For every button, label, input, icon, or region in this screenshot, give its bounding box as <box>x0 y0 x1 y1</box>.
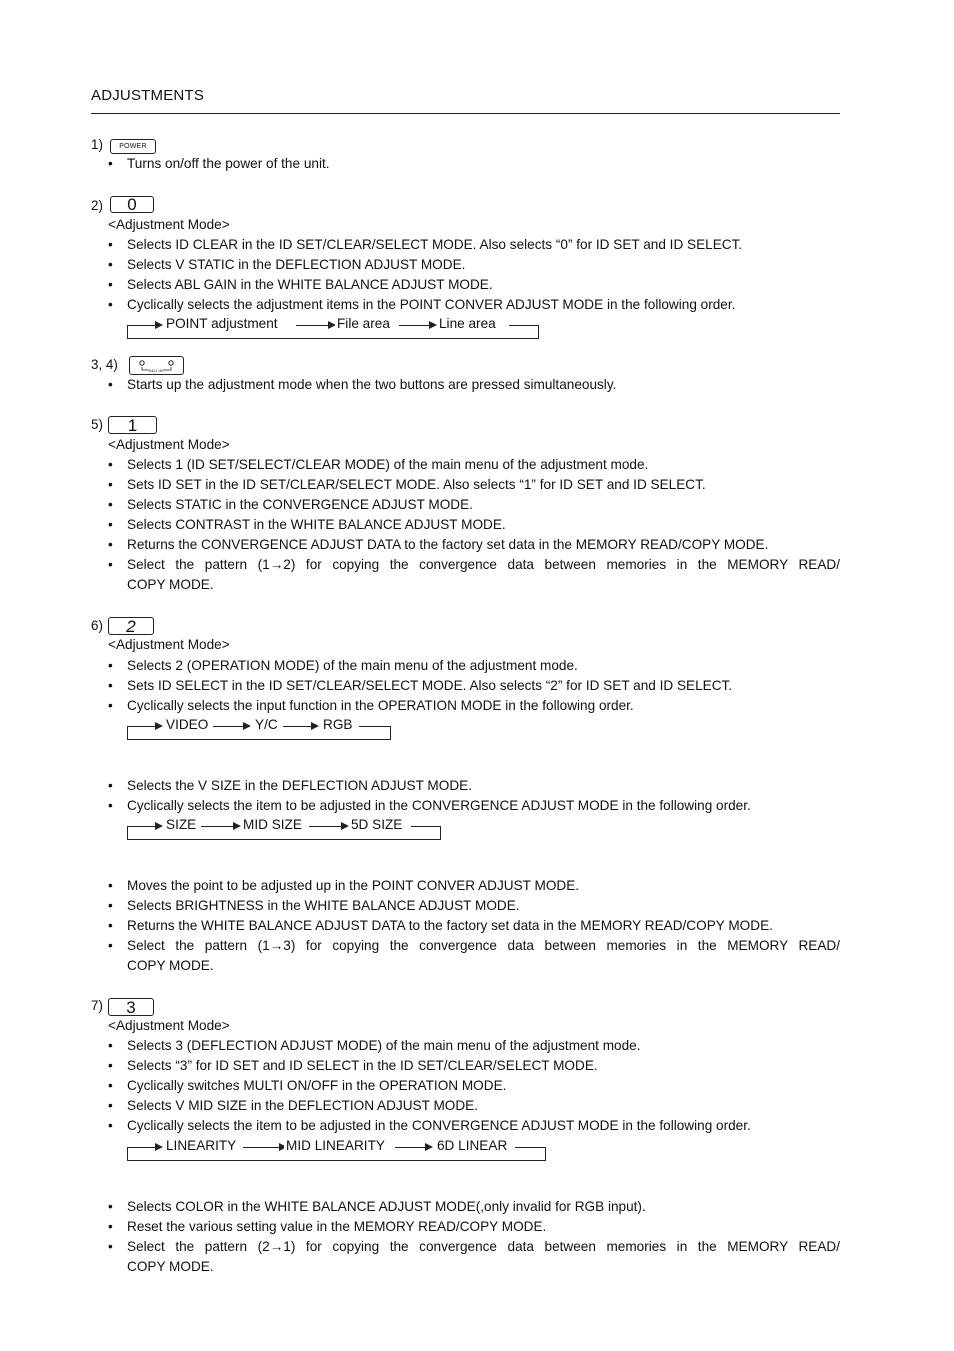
bullet-dot: • <box>108 678 113 693</box>
bullet-text: Starts up the adjustment mode when the two buttons are pressed simultaneously. <box>127 377 617 392</box>
bullet-text: Sets ID SELECT in the ID SET/CLEAR/SELECT MODE. Also selects “2” for ID SET and ID SELECT. <box>127 678 733 693</box>
bullet-dot: • <box>108 257 113 272</box>
bullet-text: Sets ID SET in the ID SET/CLEAR/SELECT MODE. Also selects “1” for ID SET and ID SELECT. <box>127 477 706 492</box>
item-number: 5) <box>91 417 103 432</box>
mode-label: <Adjustment Mode> <box>108 637 230 652</box>
bullet-dot: • <box>108 938 113 953</box>
bullet-dot: • <box>108 497 113 512</box>
bullet-dot: • <box>108 918 113 933</box>
bullet-dot: • <box>108 277 113 292</box>
arrow-icon <box>429 321 437 329</box>
bullet-text: Selects ID CLEAR in the ID SET/CLEAR/SELECT MODE. Also selects “0” for ID SET and ID SELECT. <box>127 237 743 252</box>
arrow-icon <box>155 321 163 329</box>
arrow-icon <box>155 1143 163 1151</box>
flow-step: MID LINEARITY <box>286 1138 385 1153</box>
bullet-dot: • <box>108 1038 113 1053</box>
bullet-text: Selects the V SIZE in the DEFLECTION ADJUST MODE. <box>127 778 472 793</box>
cycle-diagram <box>127 819 441 841</box>
bullet-dot: • <box>108 1219 113 1234</box>
arrow-icon <box>233 822 241 830</box>
bullet-dot: • <box>108 297 113 312</box>
bullet-dot: • <box>108 778 113 793</box>
bullet-text: Selects 1 (ID SET/SELECT/CLEAR MODE) of the main menu of the adjustment mode. <box>127 457 649 472</box>
bullet-dot: • <box>108 1199 113 1214</box>
bullet-text: Selects V MID SIZE in the DEFLECTION ADJUST MODE. <box>127 1098 479 1113</box>
bullet-dot: • <box>108 1078 113 1093</box>
bullet-text: Selects BRIGHTNESS in the WHITE BALANCE ADJUST MODE. <box>127 898 520 913</box>
item-number: 2) <box>91 198 103 213</box>
item-number: 3, 4) <box>91 357 118 372</box>
bullet-dot: • <box>108 517 113 532</box>
bullet-text: Selects “3” for ID SET and ID SELECT in the ID SET/CLEAR/SELECT MODE. <box>127 1058 598 1073</box>
bullet-dot: • <box>108 798 113 813</box>
arrow-icon <box>155 722 163 730</box>
bullet-text: Selects 2 (OPERATION MODE) of the main menu of the adjustment mode. <box>127 658 578 673</box>
bullet-dot: • <box>108 698 113 713</box>
mode-label: <Adjustment Mode> <box>108 217 230 232</box>
bullet-dot: • <box>108 457 113 472</box>
mode-label: <Adjustment Mode> <box>108 437 230 452</box>
two-key-icon: 2 <box>108 617 154 635</box>
power-key-icon: POWER <box>110 139 156 154</box>
arrow-icon <box>155 822 163 830</box>
bullet-text: Returns the WHITE BALANCE ADJUST DATA to the factory set data in the MEMORY READ/COPY MODE. <box>127 918 773 933</box>
bullet-text: Selects 3 (DEFLECTION ADJUST MODE) of the main menu of the adjustment mode. <box>127 1038 641 1053</box>
bullet-text: Moves the point to be adjusted up in the POINT CONVER ADJUST MODE. <box>127 878 580 893</box>
flow-step: Line area <box>439 316 496 331</box>
three-key-icon: 3 <box>108 998 154 1016</box>
flow-step: 6D LINEAR <box>437 1138 508 1153</box>
bullet-text: Returns the CONVERGENCE ADJUST DATA to the factory set data in the MEMORY READ/COPY MODE. <box>127 537 769 552</box>
bullet-dot: • <box>108 557 113 572</box>
bullet-dot: • <box>108 1118 113 1133</box>
mode-label: <Adjustment Mode> <box>108 1018 230 1033</box>
bullet-text-continued: COPY MODE. <box>127 1259 214 1274</box>
flow-step: MID SIZE <box>243 817 302 832</box>
bullet-text: Selects ABL GAIN in the WHITE BALANCE ADJUST MODE. <box>127 277 493 292</box>
bullet-text: Selects V STATIC in the DEFLECTION ADJUST MODE. <box>127 257 466 272</box>
one-key-icon: 1 <box>108 416 157 434</box>
bullet-text: Reset the various setting value in the MEMORY READ/COPY MODE. <box>127 1219 547 1234</box>
arrow-icon <box>243 722 251 730</box>
adj-in-keys-icon: ADJ IN <box>129 356 184 375</box>
bullet-dot: • <box>108 898 113 913</box>
header-rule <box>91 113 840 114</box>
bullet-dot: • <box>108 537 113 552</box>
flow-step: 5D SIZE <box>351 817 403 832</box>
bullet-text: Selects CONTRAST in the WHITE BALANCE ADJUST MODE. <box>127 517 506 532</box>
bullet-dot: • <box>108 1058 113 1073</box>
bullet-text: Cyclically switches MULTI ON/OFF in the OPERATION MODE. <box>127 1078 507 1093</box>
flow-step: VIDEO <box>166 717 209 732</box>
arrow-icon <box>425 1143 433 1151</box>
bullet-text: Select the pattern (1→2) for copying the convergence data between memories in the MEMORY READ/ <box>127 557 840 572</box>
bullet-dot: • <box>108 156 113 171</box>
cycle-diagram <box>127 719 391 741</box>
bullet-dot: • <box>108 1098 113 1113</box>
arrow-icon <box>311 722 319 730</box>
bullet-text: Turns on/off the power of the unit. <box>127 156 330 171</box>
bullet-text: Select the pattern (2→1) for copying the convergence data between memories in the MEMORY READ/ <box>127 1239 840 1254</box>
bullet-text: Select the pattern (1→3) for copying the convergence data between memories in the MEMORY READ/ <box>127 938 840 953</box>
bullet-text: Cyclically selects the adjustment items in the POINT CONVER ADJUST MODE in the following order. <box>127 297 736 312</box>
bullet-dot: • <box>108 377 113 392</box>
bullet-text: Selects STATIC in the CONVERGENCE ADJUST MODE. <box>127 497 473 512</box>
cycle-diagram <box>127 318 539 340</box>
bullet-text-continued: COPY MODE. <box>127 958 214 973</box>
page-header: ADJUSTMENTS <box>91 87 205 104</box>
flow-step: Y/C <box>255 717 278 732</box>
bullet-text: Cyclically selects the input function in the OPERATION MODE in the following order. <box>127 698 634 713</box>
flow-step: File area <box>337 316 390 331</box>
flow-step: LINEARITY <box>166 1138 237 1153</box>
flow-step: SIZE <box>166 817 197 832</box>
bullet-text: Selects COLOR in the WHITE BALANCE ADJUST MODE(,only invalid for RGB input). <box>127 1199 646 1214</box>
bullet-dot: • <box>108 477 113 492</box>
item-number: 1) <box>91 137 103 152</box>
arrow-icon <box>341 822 349 830</box>
flow-step: POINT adjustment <box>166 316 278 331</box>
bullet-dot: • <box>108 658 113 673</box>
bullet-text: Cyclically selects the item to be adjusted in the CONVERGENCE ADJUST MODE in the following order. <box>127 798 751 813</box>
zero-key-icon: 0 <box>110 196 154 213</box>
bullet-dot: • <box>108 237 113 252</box>
item-number: 7) <box>91 998 103 1013</box>
bullet-dot: • <box>108 1239 113 1254</box>
cycle-diagram <box>127 1140 546 1162</box>
flow-step: RGB <box>323 717 353 732</box>
bullet-dot: • <box>108 878 113 893</box>
bullet-text: Cyclically selects the item to be adjusted in the CONVERGENCE ADJUST MODE in the following order. <box>127 1118 751 1133</box>
item-number: 6) <box>91 618 103 633</box>
bullet-text-continued: COPY MODE. <box>127 577 214 592</box>
